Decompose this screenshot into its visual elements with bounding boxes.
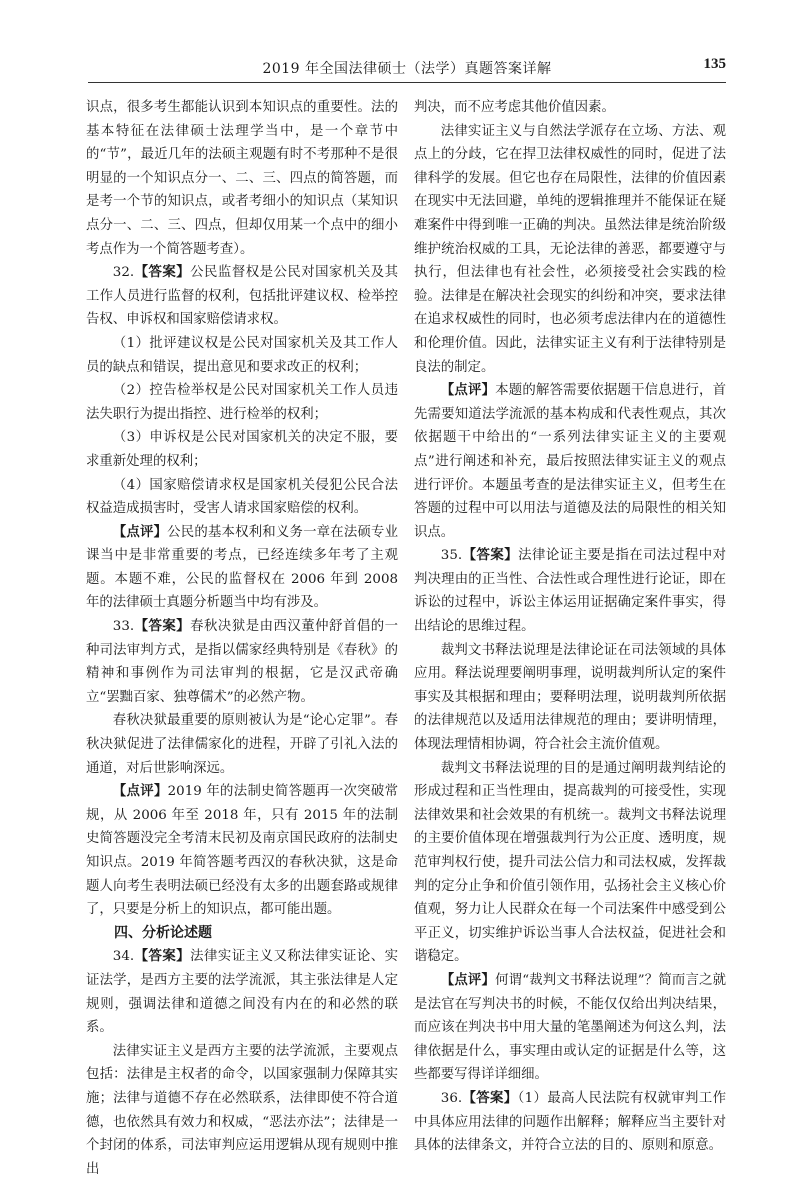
comment-text: 公民的基本权利和义务一章在法硕专业课当中是非常重要的考点，已经连续多年考了主观题。本题不难，公民的监督权在 2006 年到 2008 年的法律硕士真题分析题当中均有涉及。 [86,524,399,611]
running-header [88,52,726,83]
list-item: （3）申诉权是公民对国家机关的决定不服，要求重新处理的权利； [86,430,398,469]
paragraph: 裁判文书释法说理是法律论证在司法领域的具体应用。释法说理要阐明事理，说明裁判所认定的案件事实及其根据和理由；要释明法理，说明裁判所依据的法律规范以及适用法律规范的理由；要讲明情理，体现法理情相协调，符合社会主流价值观。 [414,642,726,753]
answer-tag: 【答案】 [134,618,191,635]
header-title: 2019 年全国法律硕士（法学）真题答案详解 [262,61,552,77]
paragraph: 裁判文书释法说理的目的是通过阐明裁判结论的形成过程和正当性理由，提高裁判的可接受性，实现法律效果和社会效果的有机统一。裁判文书释法说理的主要价值体现在增强裁判行为公正度、透明度，规范审判权行使，提升司法公信力和司法权威，发挥裁判的定分止争和价值引领作用，弘扬社会主义核心价值观，努力让人民群众在每一个司法案件中感受到公平正义，切实维护诉讼当事人合法权益，促进社会和谐稳定。 [414,760,726,965]
paragraph: 春秋决狱最重要的原则被认为是“论心定罪”。春秋决狱促进了法律儒家化的进程，开辟了引礼入法的通道，对后世影响深远。 [86,713,398,776]
comment-text: 2019 年的法制史简答题再一次突破常规，从 2006 年至 2018 年，只有 2015 年的法制史简答题没完全考清末民初及南京国民政府的法制史知识点。2019 年简答题考西汉的春秋决狱，这是命题人向考生表明法硕已经没有太多的出题套路或规律了，只要是分析上的知识点，都可能出题。 [86,784,398,918]
comment-tag: 【点评】 [112,523,168,540]
answer-tag: 【答案】 [134,264,191,281]
list-item: （1）批评建议权是公民对国家机关及其工作人员的缺点和错误，提出意见和要求改正的权利； [86,335,398,375]
answer-text: 法律实证主义又称法律实证论、实证法学，是西方主要的法学流派，其主张法律是人定规则，强调法律和道德之间没有内在的和必然的联系。 [86,949,399,1036]
answer-36 [414,1087,726,1158]
paragraph: 法律实证主义与自然法学派存在立场、方法、观点上的分歧，它在捍卫法律权威性的同时，促进了法律科学的发展。但它也存在局限性，法律的价值因素在现实中无法回避，单纯的逻辑推理并不能保证在疑难案件中得到唯一正确的判决。虽然法律是统治阶级维护统治权威的工具，无论法律的善恶，都要遵守与执行，但法律也有社会性，必须接受社会实践的检验。法律是在解决社会现实的纠纷和冲突，要求法律在追求权威性的同时，也必须考虑法律内在的道德性和伦理价值。因此，法律实证主义有利于法律特别是良法的制定。 [414,123,726,375]
paragraph-continued: 识点，很多考生都能认识到本知识点的重要性。法的基本特征在法律硕士法理学当中，是一个章节中的“节”，最近几年的法硕主观题有时不考那种不是很明显的一个知识点分一、二、三、四点的简答题，而是考一个节的知识点，或者考细小的知识点（某知识点分一、二、三、四点，但却仅用某一个点中的细小考点作为一个简答题考查）。 [86,100,398,257]
comment-text: 何谓“裁判文书释法说理”？简而言之就是法官在写判决书的时候，不能仅仅给出判决结果，而应该在判决书中用大量的笔墨阐述为何这么判，法律依据是什么，事实理由或认定的证据是什么等，这些都要写得详详细细。 [414,972,726,1083]
answer-text: （1）最高人民法院有权就审判工作中具体应用法律的问题作出解释；解释应当主要针对具体的法律条文，并符合立法的目的、原则和原意。 [414,1090,726,1154]
answer-33 [86,615,398,709]
comment-33 [86,780,398,922]
paragraph-continued: 判决，而不应考虑其他价值因素。 [414,100,615,115]
answer-tag: 【答案】 [462,547,519,564]
list-item: （2）控告检举权是公民对国家机关工作人员违法失职行为提出指控、进行检举的权利； [86,383,398,422]
answer-tag: 【答案】 [462,1089,518,1106]
comment-32 [86,521,398,615]
comment-tag: 【点评】 [440,382,496,399]
right-column [414,96,727,1154]
comment-tag: 【点评】 [112,783,168,800]
left-column [86,96,399,1177]
comment-tag: 【点评】 [440,971,496,988]
answer-tag: 【答案】 [134,948,191,965]
answer-32 [86,261,398,332]
section-heading: 四、分析论述题 [114,924,212,941]
comment-text: 本题的解答需要依据题干信息进行，首先需要知道法学流派的基本构成和代表性观点，其次依据题干中给出的“一系列法律实证主义的主要观点”进行阐述和补充，最后按照法律实证主义的观点进行评价。本题虽考查的是法律实证主义，但考生在答题的过程中可以用法与道德及法的局限性的相关知识点。 [414,383,727,540]
question-number: 32. [112,265,135,281]
question-number: 36. [440,1090,463,1106]
comment-34 [414,379,726,544]
page-number: 135 [703,56,726,72]
answer-34 [86,945,398,1039]
answer-text: 春秋决狱是由西汉董仲舒首倡的一种司法审判方式，是指以儒家经典特别是《春秋》的精神和事例作为司法审判的根据，它是汉武帝确立“罢黜百家、独尊儒术”的必然产物。 [86,619,399,705]
comment-35 [414,969,726,1087]
question-number: 35. [440,548,463,564]
answer-text: 公民监督权是公民对国家机关及其工作人员进行监督的权利，包括批评建议权、检举控告权、申诉权和国家赔偿请求权。 [86,265,399,328]
answer-text: 法律论证主要是指在司法过程中对判决理由的正当性、合法性或合理性进行论证，即在诉讼的过程中，诉讼主体运用证据确定案件事实，得出结论的思维过程。 [414,548,727,635]
list-item: （4）国家赔偿请求权是国家机关侵犯公民合法权益造成损害时，受害人请求国家赔偿的权利。 [86,477,398,517]
question-number: 34. [112,949,135,965]
question-number: 33. [112,619,135,635]
answer-35 [414,544,726,638]
paragraph: 法律实证主义是西方主要的法学流派，主要观点包括：法律是主权者的命令，以国家强制力保障其实施；法律与道德不存在必然联系，法律即使不符合道德，也依然具有效力和权威，“恶法亦法”；法律是一个封闭的体系，司法审判应运用逻辑从现有规则中推出 [86,1043,398,1177]
